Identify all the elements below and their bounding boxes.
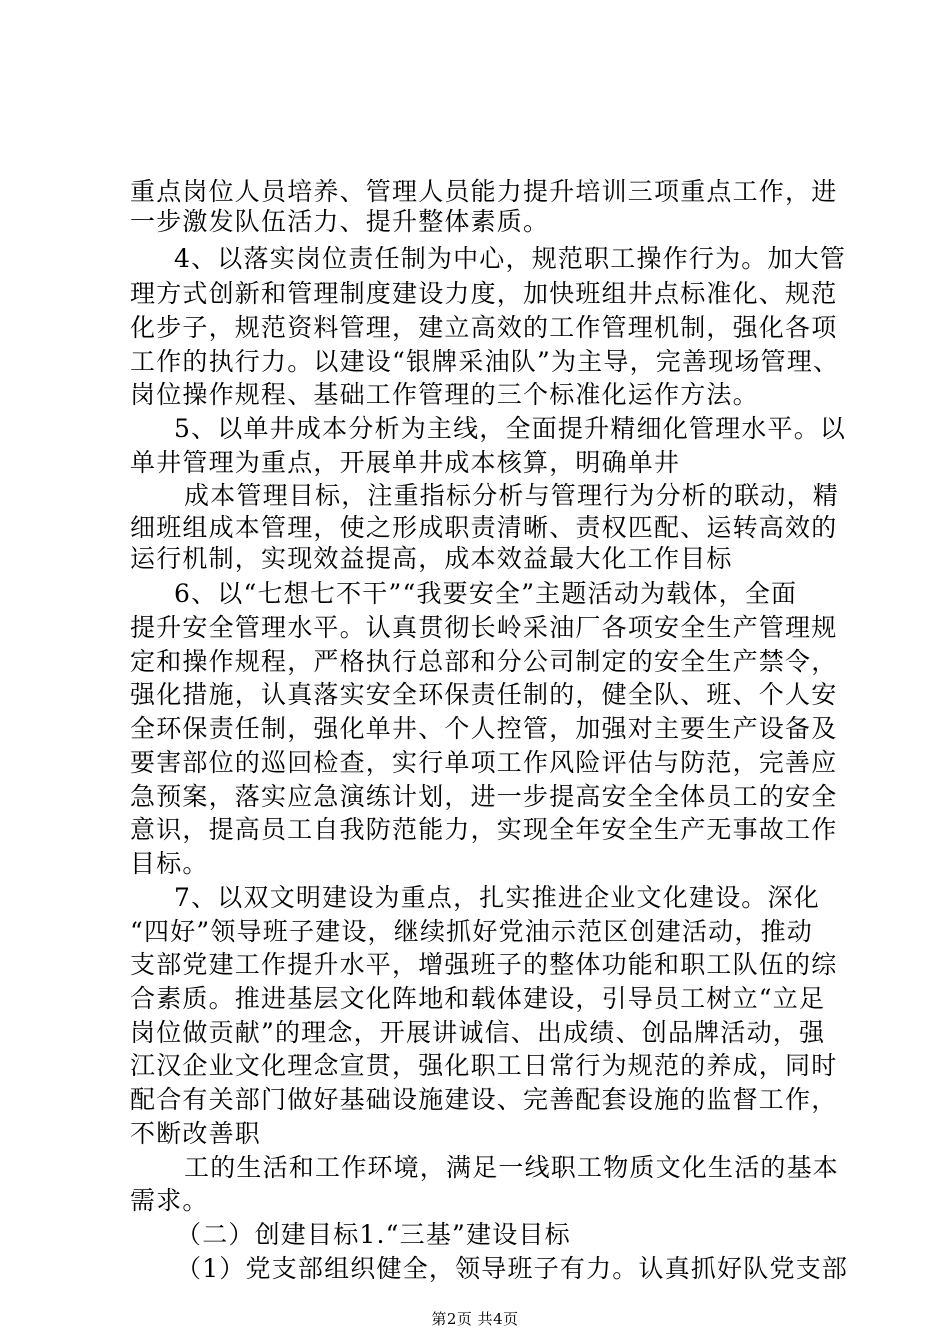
section-heading: （二）创建目标1.“三基”建设目标	[176, 1220, 571, 1249]
body-text-line: 岗位操作规程、基础工作管理的三个标准化运作方法。	[130, 380, 759, 409]
body-text-line: 一步激发队伍活力、提升整体素质。	[130, 207, 550, 236]
page-number: 第2页 共4页	[431, 1310, 519, 1328]
body-text-line: 合素质。推进基层文化阵地和载体建设，引导员工树立“立足	[130, 984, 826, 1013]
paragraph-7-start: 7、以双文明建设为重点，扎实推进企业文化建设。深化	[174, 883, 820, 912]
body-text-line: 全环保责任制，强化单井、个人控管，加强对主要生产设备及	[130, 714, 838, 743]
paragraph-5-start: 5、以单井成本分析为主线，全面提升精细化管理水平。以	[174, 414, 847, 443]
body-text-line: 要害部位的巡回检查，实行单项工作风险评估与防范，完善应	[130, 748, 838, 777]
body-text-line: 工作的执行力。以建设“银牌采油队”为主导，完善现场管理、	[130, 347, 840, 376]
paragraph-4-start: 4、以落实岗位责任制为中心，规范职工操作行为。加大管	[174, 244, 847, 273]
body-text-line: 目标。	[130, 849, 209, 878]
body-text-line: 细班组成本管理，使之形成职责清晰、责权匹配、运转高效的	[130, 513, 838, 542]
body-text-line: 强化措施，认真落实安全环保责任制的，健全队、班、个人安	[130, 680, 838, 709]
body-text-line: 化步子，规范资料管理，建立高效的工作管理机制，强化各项	[130, 313, 838, 342]
body-text-line: 重点岗位人员培养、管理人员能力提升培训三项重点工作，进	[130, 177, 838, 206]
body-text-line: 定和操作规程，严格执行总部和分公司制定的安全生产禁令，	[130, 647, 838, 676]
body-text-line: 成本管理目标，注重指标分析与管理行为分析的联动，精	[184, 481, 840, 510]
body-text-line: 江汉企业文化理念宣贯，强化职工日常行为规范的养成，同时	[130, 1051, 838, 1080]
body-text-line: （1）党支部组织健全，领导班子有力。认真抓好队党支部	[176, 1254, 849, 1283]
paragraph-6-start: 6、以“七想七不干”“我要安全”主题活动为载体，全面	[174, 579, 798, 608]
body-text-line: 急预案，落实应急演练计划，进一步提高安全全体员工的安全	[130, 782, 838, 811]
body-text-line: 不断改善职	[130, 1119, 262, 1148]
body-text-line: 配合有关部门做好基础设施建设、完善配套设施的监督工作，	[130, 1085, 838, 1114]
body-text-line: 岗位做贡献”的理念，开展讲诚信、出成绩、创品牌活动，强	[130, 1018, 826, 1047]
body-text-line: 提升安全管理水平。认真贯彻长岭采油厂各项安全生产管理规	[130, 613, 838, 642]
body-text-line: 意识，提高员工自我防范能力，实现全年安全生产无事故工作	[130, 815, 838, 844]
body-text-line: 支部党建工作提升水平，增强班子的整体功能和职工队伍的综	[130, 950, 838, 979]
body-text-line: 需求。	[130, 1186, 209, 1215]
body-text-line: 运行机制，实现效益提高，成本效益最大化工作目标	[130, 544, 733, 573]
body-text-line: 理方式创新和管理制度建设力度，加快班组井点标准化、规范	[130, 279, 838, 308]
body-text-line: “四好”领导班子建设，继续抓好党油示范区创建活动，推动	[130, 917, 813, 946]
body-text-line: 工的生活和工作环境，满足一线职工物质文化生活的基本	[184, 1153, 840, 1182]
body-text-line: 单井管理为重点，开展单井成本核算，明确单井	[130, 448, 681, 477]
